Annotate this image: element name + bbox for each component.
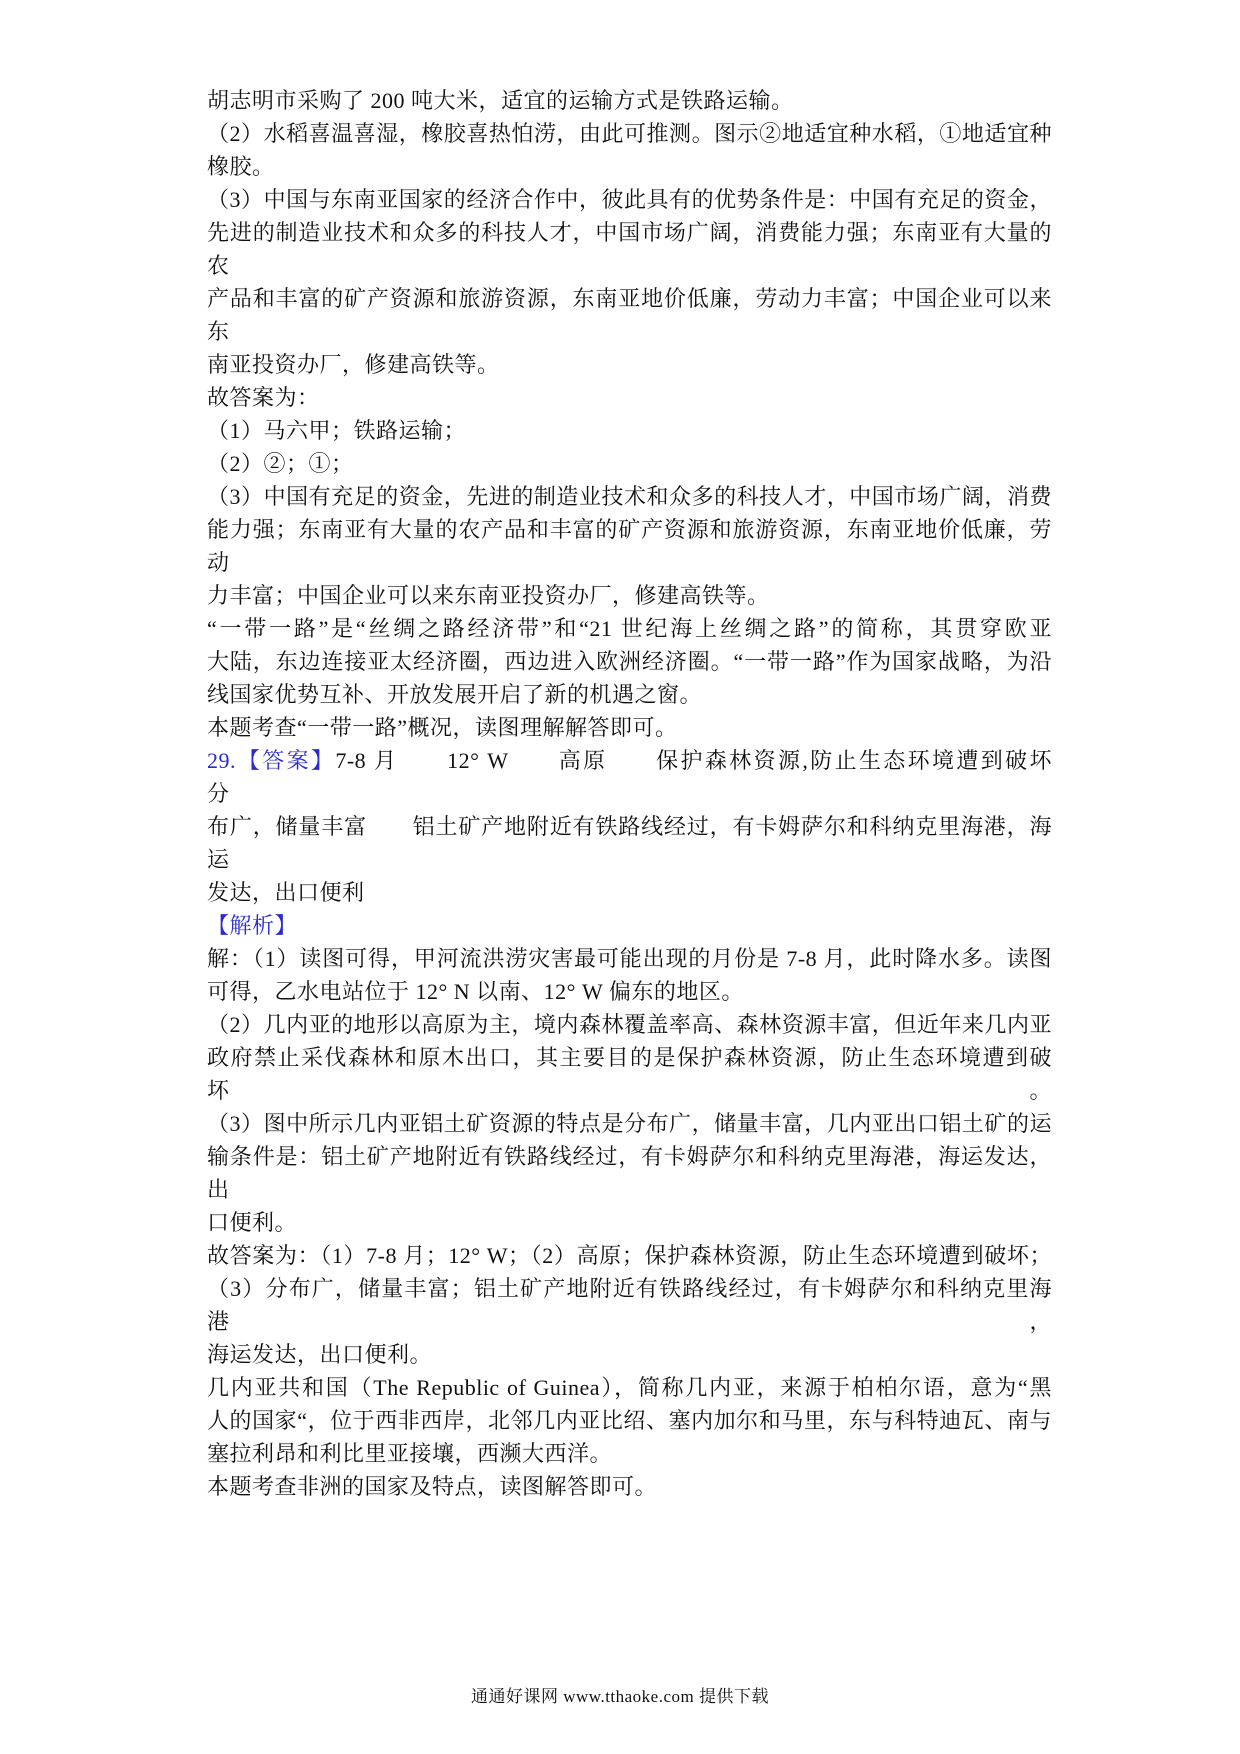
text-line: 橡胶。: [207, 154, 275, 179]
text-line: 力丰富；中国企业可以来东南亚投资办厂，修建高铁等。: [207, 583, 770, 608]
text-line: 海运发达，出口便利。: [207, 1342, 433, 1367]
text-line: 发达，出口便利: [207, 880, 365, 905]
text-line: 口便利。: [207, 1210, 298, 1235]
text-line: 能力强；东南亚有大量的农产品和丰富的矿产资源和旅游资源，东南亚地价低廉，劳动: [207, 517, 1052, 575]
text-line: （3）中国有充足的资金，先进的制造业技术和众多的科技人才，中国市场广阔，消费: [207, 484, 1052, 509]
text-line: 可得，乙水电站位于 12° N 以南、12° W 偏东的地区。: [207, 979, 744, 1004]
document-body: [207, 84, 1098, 1503]
text-line: 输条件是：铝土矿产地附近有铁路线经过，有卡姆萨尔和科纳克里海港，海运发达，出: [207, 1144, 1052, 1202]
text-line: 几内亚共和国（The Republic of Guinea），简称几内亚，来源于柏柏尔语，意为“黑: [207, 1375, 1052, 1400]
text-line: 人的国家“，位于西非西岸，北邻几内亚比绍、塞内加尔和马里，东与科特迪瓦、南与: [207, 1408, 1052, 1433]
analysis-label: 【解析】: [207, 913, 298, 938]
text-line: （3）中国与东南亚国家的经济合作中，彼此具有的优势条件是：中国有充足的资金，: [207, 187, 1052, 212]
text-line: 大陆，东边连接亚太经济圈，西边进入欧洲经济圈。“一带一路”作为国家战略，为沿: [207, 649, 1052, 674]
text-line: 本题考查“一带一路”概况，读图理解解答即可。: [207, 715, 678, 740]
text-line: 故答案为：（1）7-8 月；12° W；（2）高原；保护森林资源，防止生态环境遭到破坏；: [207, 1243, 1052, 1268]
answer-number-label: 29.【答案】: [207, 748, 336, 773]
text-line: 先进的制造业技术和众多的科技人才，中国市场广阔，消费能力强；东南亚有大量的农: [207, 220, 1052, 278]
text-line answer-line: 29.【答案】7-8 月 12° W 高原 保护森林资源,防止生态环境遭到破坏 分: [207, 748, 1098, 806]
text-line: （1）马六甲；铁路运输；: [207, 418, 467, 443]
text-line: 南亚投资办厂，修建高铁等。: [207, 352, 500, 377]
text-line: 胡志明市采购了 200 吨大米，适宜的运输方式是铁路运输。: [207, 88, 794, 113]
text-line: 本题考查非洲的国家及特点，读图解答即可。: [207, 1474, 658, 1499]
text-line: （2）水稻喜温喜湿，橡胶喜热怕涝，由此可推测。图示②地适宜种水稻，①地适宜种: [207, 121, 1052, 146]
text-line: （2）②；①；: [207, 451, 354, 476]
text-line analysis-line: [207, 909, 1052, 942]
text-line: 政府禁止采伐森林和原木出口，其主要目的是保护森林资源，防止生态环境遭到破坏。: [207, 1045, 1052, 1103]
footer: [0, 1686, 1240, 1708]
text-line: 产品和丰富的矿产资源和旅游资源，东南亚地价低廉，劳动力丰富；中国企业可以来东: [207, 286, 1052, 344]
text-line: 故答案为：: [207, 385, 320, 410]
text-line: （3）图中所示几内亚铝土矿资源的特点是分布广，储量丰富，几内亚出口铝土矿的运: [207, 1111, 1052, 1136]
text-line: （3）分布广，储量丰富；铝土矿产地附近有铁路线经过，有卡姆萨尔和科纳克里海港，: [207, 1276, 1052, 1334]
footer-text: 通通好课网 www.tthaoke.com 提供下载: [470, 1687, 770, 1706]
text-line: 塞拉利昂和利比里亚接壤，西濒大西洋。: [207, 1441, 613, 1466]
text-line: 布广，储量丰富 铝土矿产地附近有铁路线经过，有卡姆萨尔和科纳克里海港，海运: [207, 814, 1052, 872]
text-line: 线国家优势互补、开放发展开启了新的机遇之窗。: [207, 682, 703, 707]
text-line: “一带一路”是“丝绸之路经济带”和“21 世纪海上丝绸之路”的简称，其贯穿欧亚: [207, 616, 1052, 641]
text-line: （2）几内亚的地形以高原为主，境内森林覆盖率高、森林资源丰富，但近年来几内亚: [207, 1012, 1052, 1037]
text-line: 解：（1）读图可得，甲河流洪涝灾害最可能出现的月份是 7-8 月，此时降水多。读图: [207, 946, 1052, 971]
